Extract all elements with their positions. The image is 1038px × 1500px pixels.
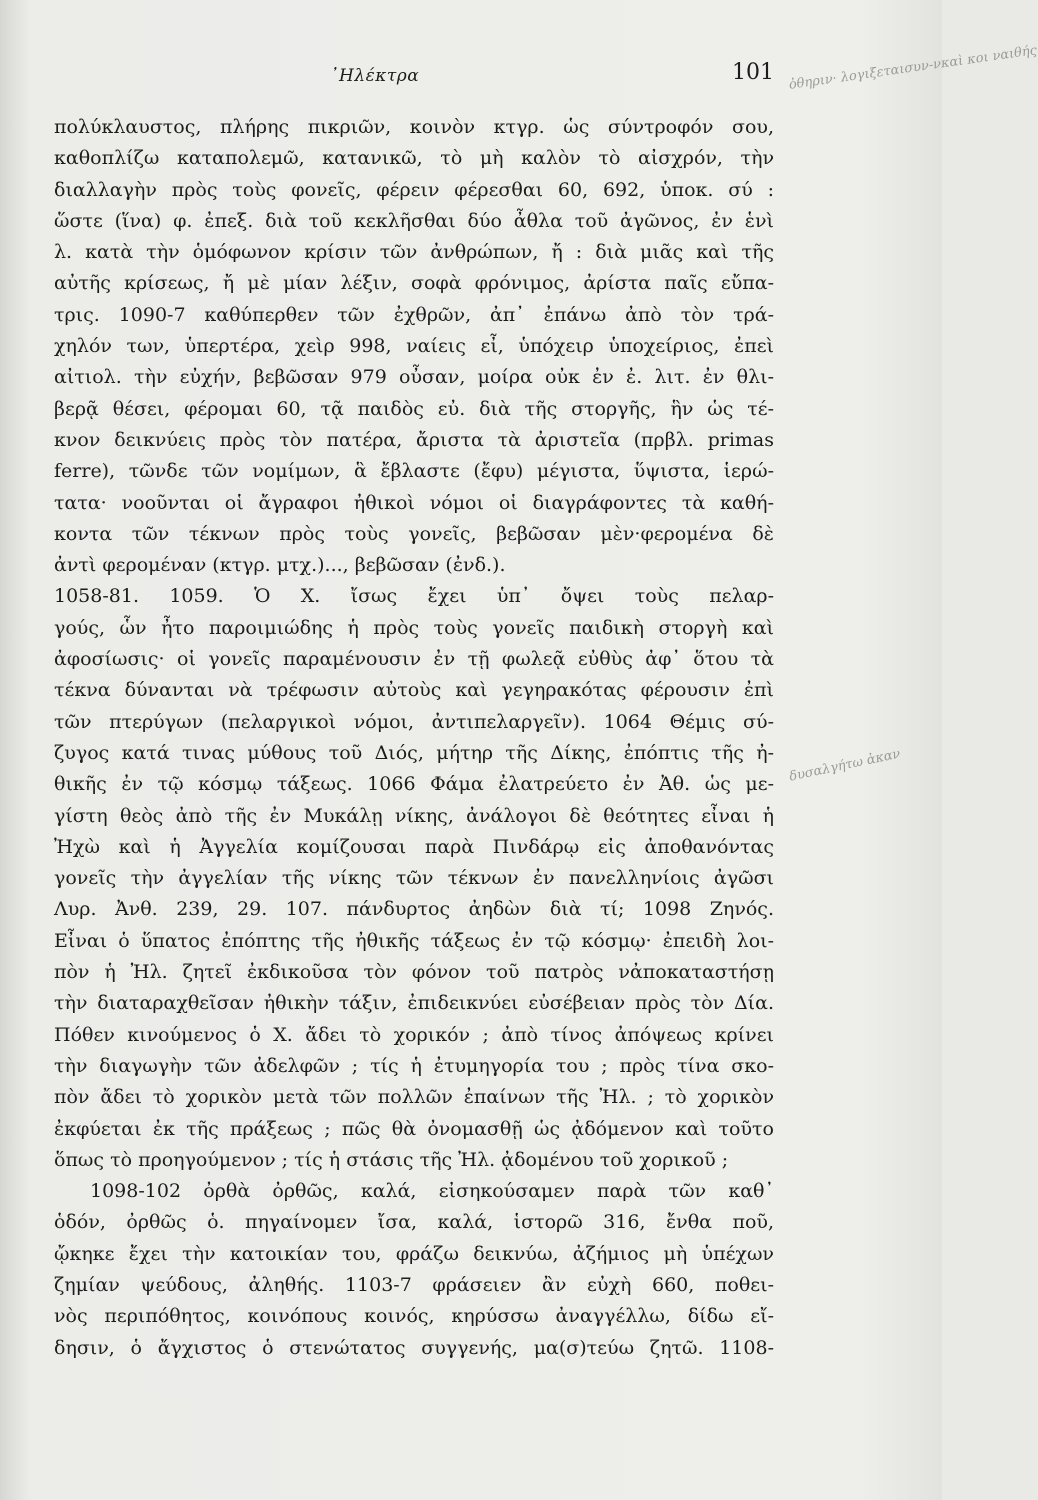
text-line: ᾤκηκε ἔχει τὴν κατοικίαν του, φράζω δεικνύω, ἀζήμιος μὴ ὑπέχων — [54, 1242, 774, 1265]
text-line: ζυγος κατά τινας μύθους τοῦ Διός, μήτηρ τῆς Δίκης, ἐπόπτις τῆς ἠ- — [54, 741, 774, 764]
text-line: Λυρ. Ἀνθ. 239, 29. 107. πάνδυρτος ἀηδὼν διὰ τί; 1098 Ζηνός. — [54, 898, 774, 921]
text-line: 1098-102 ὀρθὰ ὀρθῶς, καλά, εἰσηκούσαμεν παρὰ τῶν καθ᾿ — [90, 1180, 774, 1203]
text-line: αὐτῆς κρίσεως, ἤ μὲ μίαν λέξιν, σοφὰ φρόνιμος, ἀρίστα παῖς εὔπα- — [54, 272, 774, 295]
text-line: τὴν διαταραχθεῖσαν ἠθικὴν τάξιν, ἐπιδεικνύει εὐσέβειαν πρὸς τὸν Δία. — [54, 992, 774, 1015]
text-line: τρις. 1090-7 καθύπερθεν τῶν ἐχθρῶν, ἀπ᾿ ἐπάνω ἀπὸ τὸν τρά- — [54, 303, 774, 326]
text-line: πὸν ἡ Ἠλ. ζητεῖ ἐκδικοῦσα τὸν φόνον τοῦ πατρὸς νἀποκαταστήσῃ — [54, 961, 774, 984]
text-line: κνον δεικνύεις πρὸς τὸν πατέρα, ἄριστα τὰ ἀριστεῖα (πρβλ. primas — [54, 428, 774, 451]
text-line: ferre), τῶνδε τῶν νομίμων, ἃ ἔβλαστε (ἔφυ) μέγιστα, ὕψιστα, ἱερώ- — [54, 460, 774, 483]
text-line: δησιν, ὁ ἄγχιστος ὁ στενώτατος συγγενής, μα(σ)τεύω ζητῶ. 1108- — [54, 1336, 774, 1359]
text-line: διαλλαγὴν πρὸς τοὺς φονεῖς, φέρειν φέρεσθαι 60, 692, ὑποκ. σύ : — [54, 178, 774, 201]
page-number: 101 — [732, 60, 774, 85]
text-line: πολύκλαυστος, πλήρης πικριῶν, κοινὸν κτγρ. ὡς σύντροφόν σου, — [54, 116, 774, 138]
text-line: νὸς περιπόθητος, κοινόπους κοινός, κηρύσσω ἀναγγέλλω, δίδω εἴ- — [54, 1305, 774, 1328]
question-line: πὸν ἄδει τὸ χορικὸν μετὰ τῶν πολλῶν ἐπαίνων τῆς Ἠλ. ; τὸ χορικὸν — [54, 1086, 774, 1109]
text-line: Εἶναι ὁ ὕπατος ἐπόπτης τῆς ἠθικῆς τάξεως ἐν τῷ κόσμῳ· ἐπειδὴ λοι- — [54, 929, 774, 952]
question-line: τὴν διαγωγὴν τῶν ἀδελφῶν ; τίς ἡ ἐτυμηγορία του ; πρὸς τίνα σκο- — [54, 1054, 774, 1077]
commentary-body — [54, 112, 774, 1364]
text-line: αἰτιολ. τὴν εὐχήν, βεβῶσαν 979 οὖσαν, μοίρα οὐκ ἐν ἐ. λιτ. ἐν θλι- — [54, 366, 774, 389]
text-line: βερᾷ θέσει, φέρομαι 60, τᾷ παιδὸς εὐ. διὰ τῆς στοργῆς, ἣν ὡς τέ- — [54, 397, 774, 420]
text-line: γίστη θεὸς ἀπὸ τῆς ἐν Μυκάλῃ νίκης, ἀνάλογοι δὲ θεότητες εἶναι ἡ — [54, 804, 774, 827]
text-line: Ἠχὼ καὶ ἡ Ἀγγελία κομίζουσαι παρὰ Πινδάρῳ εἰς ἀποθανόντας — [54, 835, 774, 858]
question-line: Πόθεν κινούμενος ὁ Χ. ἄδει τὸ χορικόν ; ἀπὸ τίνος ἀπόψεως κρίνει — [54, 1023, 774, 1046]
text-line: ὥστε (ἵνα) φ. ἐπεξ. διὰ τοῦ κεκλῆσθαι δύο ἆθλα τοῦ ἀγῶνος, ἐν ἑνὶ — [54, 209, 774, 232]
question-line: ἐκφύεται ἐκ τῆς πράξεως ; πῶς θὰ ὀνομασθῇ ὡς ᾀδόμενον καὶ τοῦτο — [54, 1117, 774, 1140]
text-line: χηλόν των, ὑπερτέρα, χεὶρ 998, ναίεις εἶ, ὑπόχειρ ὑποχείριος, ἐπεὶ — [54, 335, 774, 358]
text-line: λ. κατὰ τὴν ὁμόφωνον κρίσιν τῶν ἀνθρώπων, ἤ : διὰ μιᾶς καὶ τῆς — [54, 241, 774, 264]
text-line: τῶν πτερύγων (πελαργικοὶ νόμοι, ἀντιπελαργεῖν). 1064 Θέμις σύ- — [54, 710, 774, 733]
text-line: θικῆς ἐν τῷ κόσμῳ τάξεως. 1066 Φάμα ἐλατρεύετο ἐν Ἀθ. ὡς με- — [54, 773, 774, 796]
question-line: ὅπως τὸ προηγούμενον ; τίς ἡ στάσις τῆς Ἠλ. ᾀδομένου τοῦ χορικοῦ ; — [54, 1148, 729, 1171]
running-title: ᾿Ηλέκτρα — [330, 66, 420, 86]
margin-handwritten-note-top: ὀθηριν· λογιξεταισυν-νκαὶ κοι ναιθής — [788, 43, 1038, 93]
text-line: γονεῖς τὴν ἀγγελίαν τῆς νίκης τῶν τέκνων ἐν πανελληνίοις ἀγῶσι — [54, 867, 774, 890]
text-line: καθοπλίζω καταπολεμῶ, κατανικῶ, τὸ μὴ καλὸν τὸ αἰσχρόν, τὴν — [54, 147, 774, 170]
margin-handwritten-note-middle: δυσαλγήτω ἀκαν — [788, 746, 902, 785]
text-line: ζημίαν ψεύδους, ἀληθής. 1103-7 φράσειεν ἂν εὐχὴ 660, ποθει- — [54, 1273, 774, 1296]
text-line: ἀντὶ φερομέναν (κτγρ. μτχ.)..., βεβῶσαν (ἐνδ.). — [54, 554, 506, 577]
text-line: τατα· νοοῦνται οἱ ἄγραφοι ἠθικοὶ νόμοι οἱ διαγράφοντες τὰ καθή- — [54, 491, 774, 514]
section-heading-line: 1058-81. 1059. Ὁ Χ. ἴσως ἔχει ὑπ᾿ ὄψει τοὺς πελαρ- — [54, 585, 774, 608]
text-line: γούς, ὧν ἦτο παροιμιώδης ἡ πρὸς τοὺς γονεῖς παιδικὴ στοργὴ καὶ — [54, 616, 774, 639]
text-line: τέκνα δύνανται νὰ τρέφωσιν αὐτοὺς καὶ γεγηρακότας φέρουσιν ἐπὶ — [54, 679, 774, 702]
text-line: ἀφοσίωσις· οἱ γονεῖς παραμένουσιν ἐν τῇ φωλεᾷ εὐθὺς ἀφ᾿ ὅτου τὰ — [54, 648, 774, 671]
text-line: ὁδόν, ὀρθῶς ὁ. πηγαίνομεν ἴσα, καλά, ἱστορῶ 316, ἔνθα ποῦ, — [54, 1211, 774, 1234]
text-line: κοντα τῶν τέκνων πρὸς τοὺς γονεῖς, βεβῶσαν μὲν·φερομένα δὲ — [54, 522, 774, 545]
